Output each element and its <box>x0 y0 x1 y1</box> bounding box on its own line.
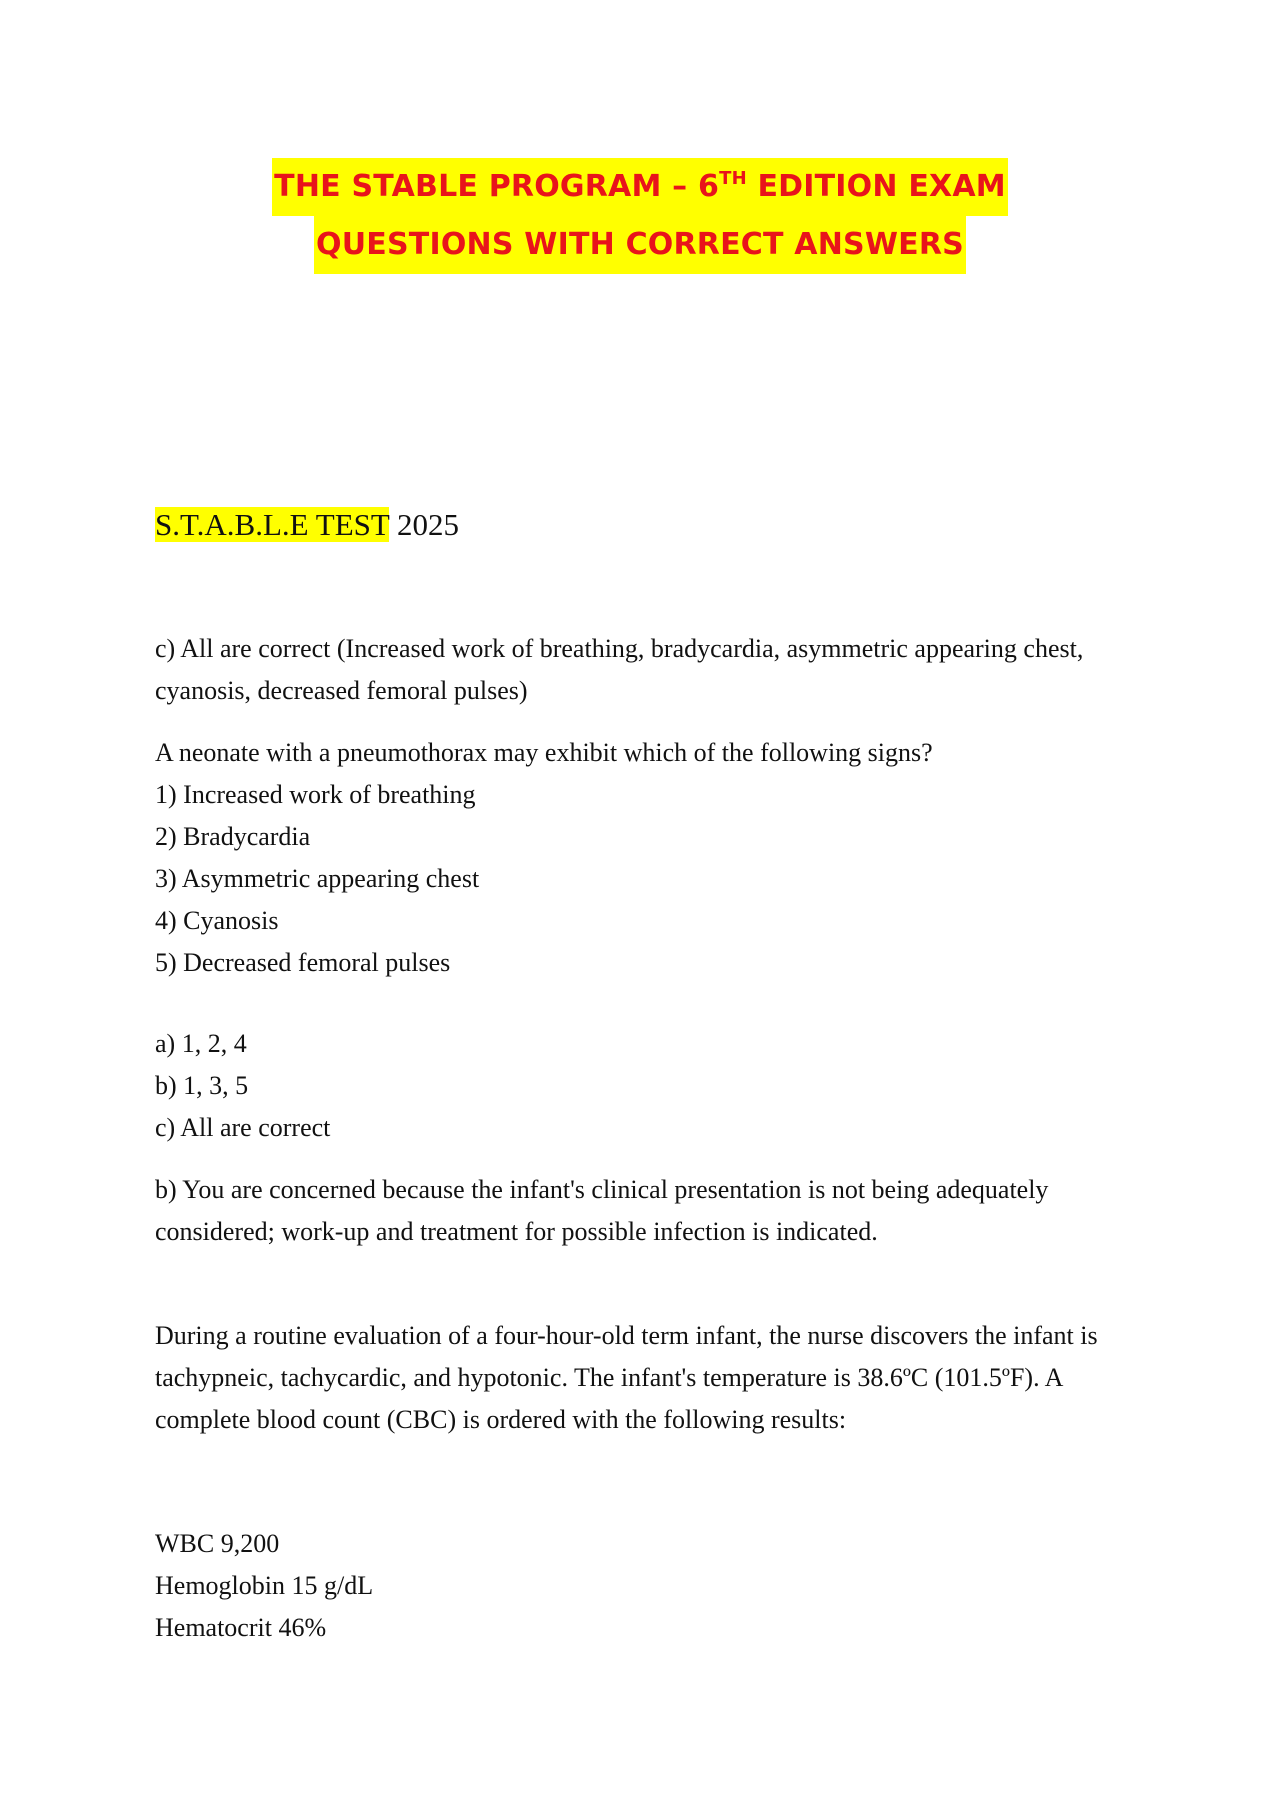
document-title <box>0 158 1280 274</box>
answer-1 <box>155 628 1130 712</box>
question-1-stem: A neonate with a pneumothorax may exhibit which of the following signs? <box>155 738 933 767</box>
lab-results <box>155 1523 1130 1649</box>
title-line-1-suffix: EDITION EXAM <box>746 169 1006 204</box>
lab-result: WBC 9,200 <box>155 1529 280 1558</box>
title-superscript: TH <box>719 168 747 189</box>
question-1-item: 3) Asymmetric appearing chest <box>155 864 480 893</box>
answer-1-text: c) All are correct (Increased work of breathing, bradycardia, asymmetric appearing chest, cyanosis, decreased femoral pulses) <box>155 634 1084 705</box>
question-1-option: a) 1, 2, 4 <box>155 1029 247 1058</box>
title-line-2: QUESTIONS WITH CORRECT ANSWERS <box>314 216 966 274</box>
lab-result: Hemoglobin 15 g/dL <box>155 1571 374 1600</box>
title-line-1 <box>272 158 1008 216</box>
question-1-item: 5) Decreased femoral pulses <box>155 948 451 977</box>
answer-2 <box>155 1169 1130 1253</box>
subtitle-year: 2025 <box>389 507 459 542</box>
question-1 <box>155 732 1130 984</box>
question-1-item: 2) Bradycardia <box>155 822 311 851</box>
test-subtitle <box>155 505 459 545</box>
question-1-item: 1) Increased work of breathing <box>155 780 476 809</box>
lab-result: Hematocrit 46% <box>155 1613 327 1642</box>
question-2 <box>155 1315 1130 1441</box>
question-1-options <box>155 1023 1130 1149</box>
question-2-stem: During a routine evaluation of a four-hour-old term infant, the nurse discovers the infant is tachypneic, tachycardic, and hypotonic. The infant's temperature is 38.6ºC (101.5ºF). A complete blood count (CBC) is ordered with the following results: <box>155 1321 1098 1434</box>
title-line-1-prefix: THE STABLE PROGRAM – 6 <box>274 169 720 204</box>
question-1-option: b) 1, 3, 5 <box>155 1071 249 1100</box>
subtitle-highlighted: S.T.A.B.L.E TEST <box>155 507 390 542</box>
question-1-item: 4) Cyanosis <box>155 906 279 935</box>
question-1-option: c) All are correct <box>155 1113 331 1142</box>
answer-2-text: b) You are concerned because the infant's clinical presentation is not being adequately considered; work-up and treatment for possible infection is indicated. <box>155 1175 1049 1246</box>
